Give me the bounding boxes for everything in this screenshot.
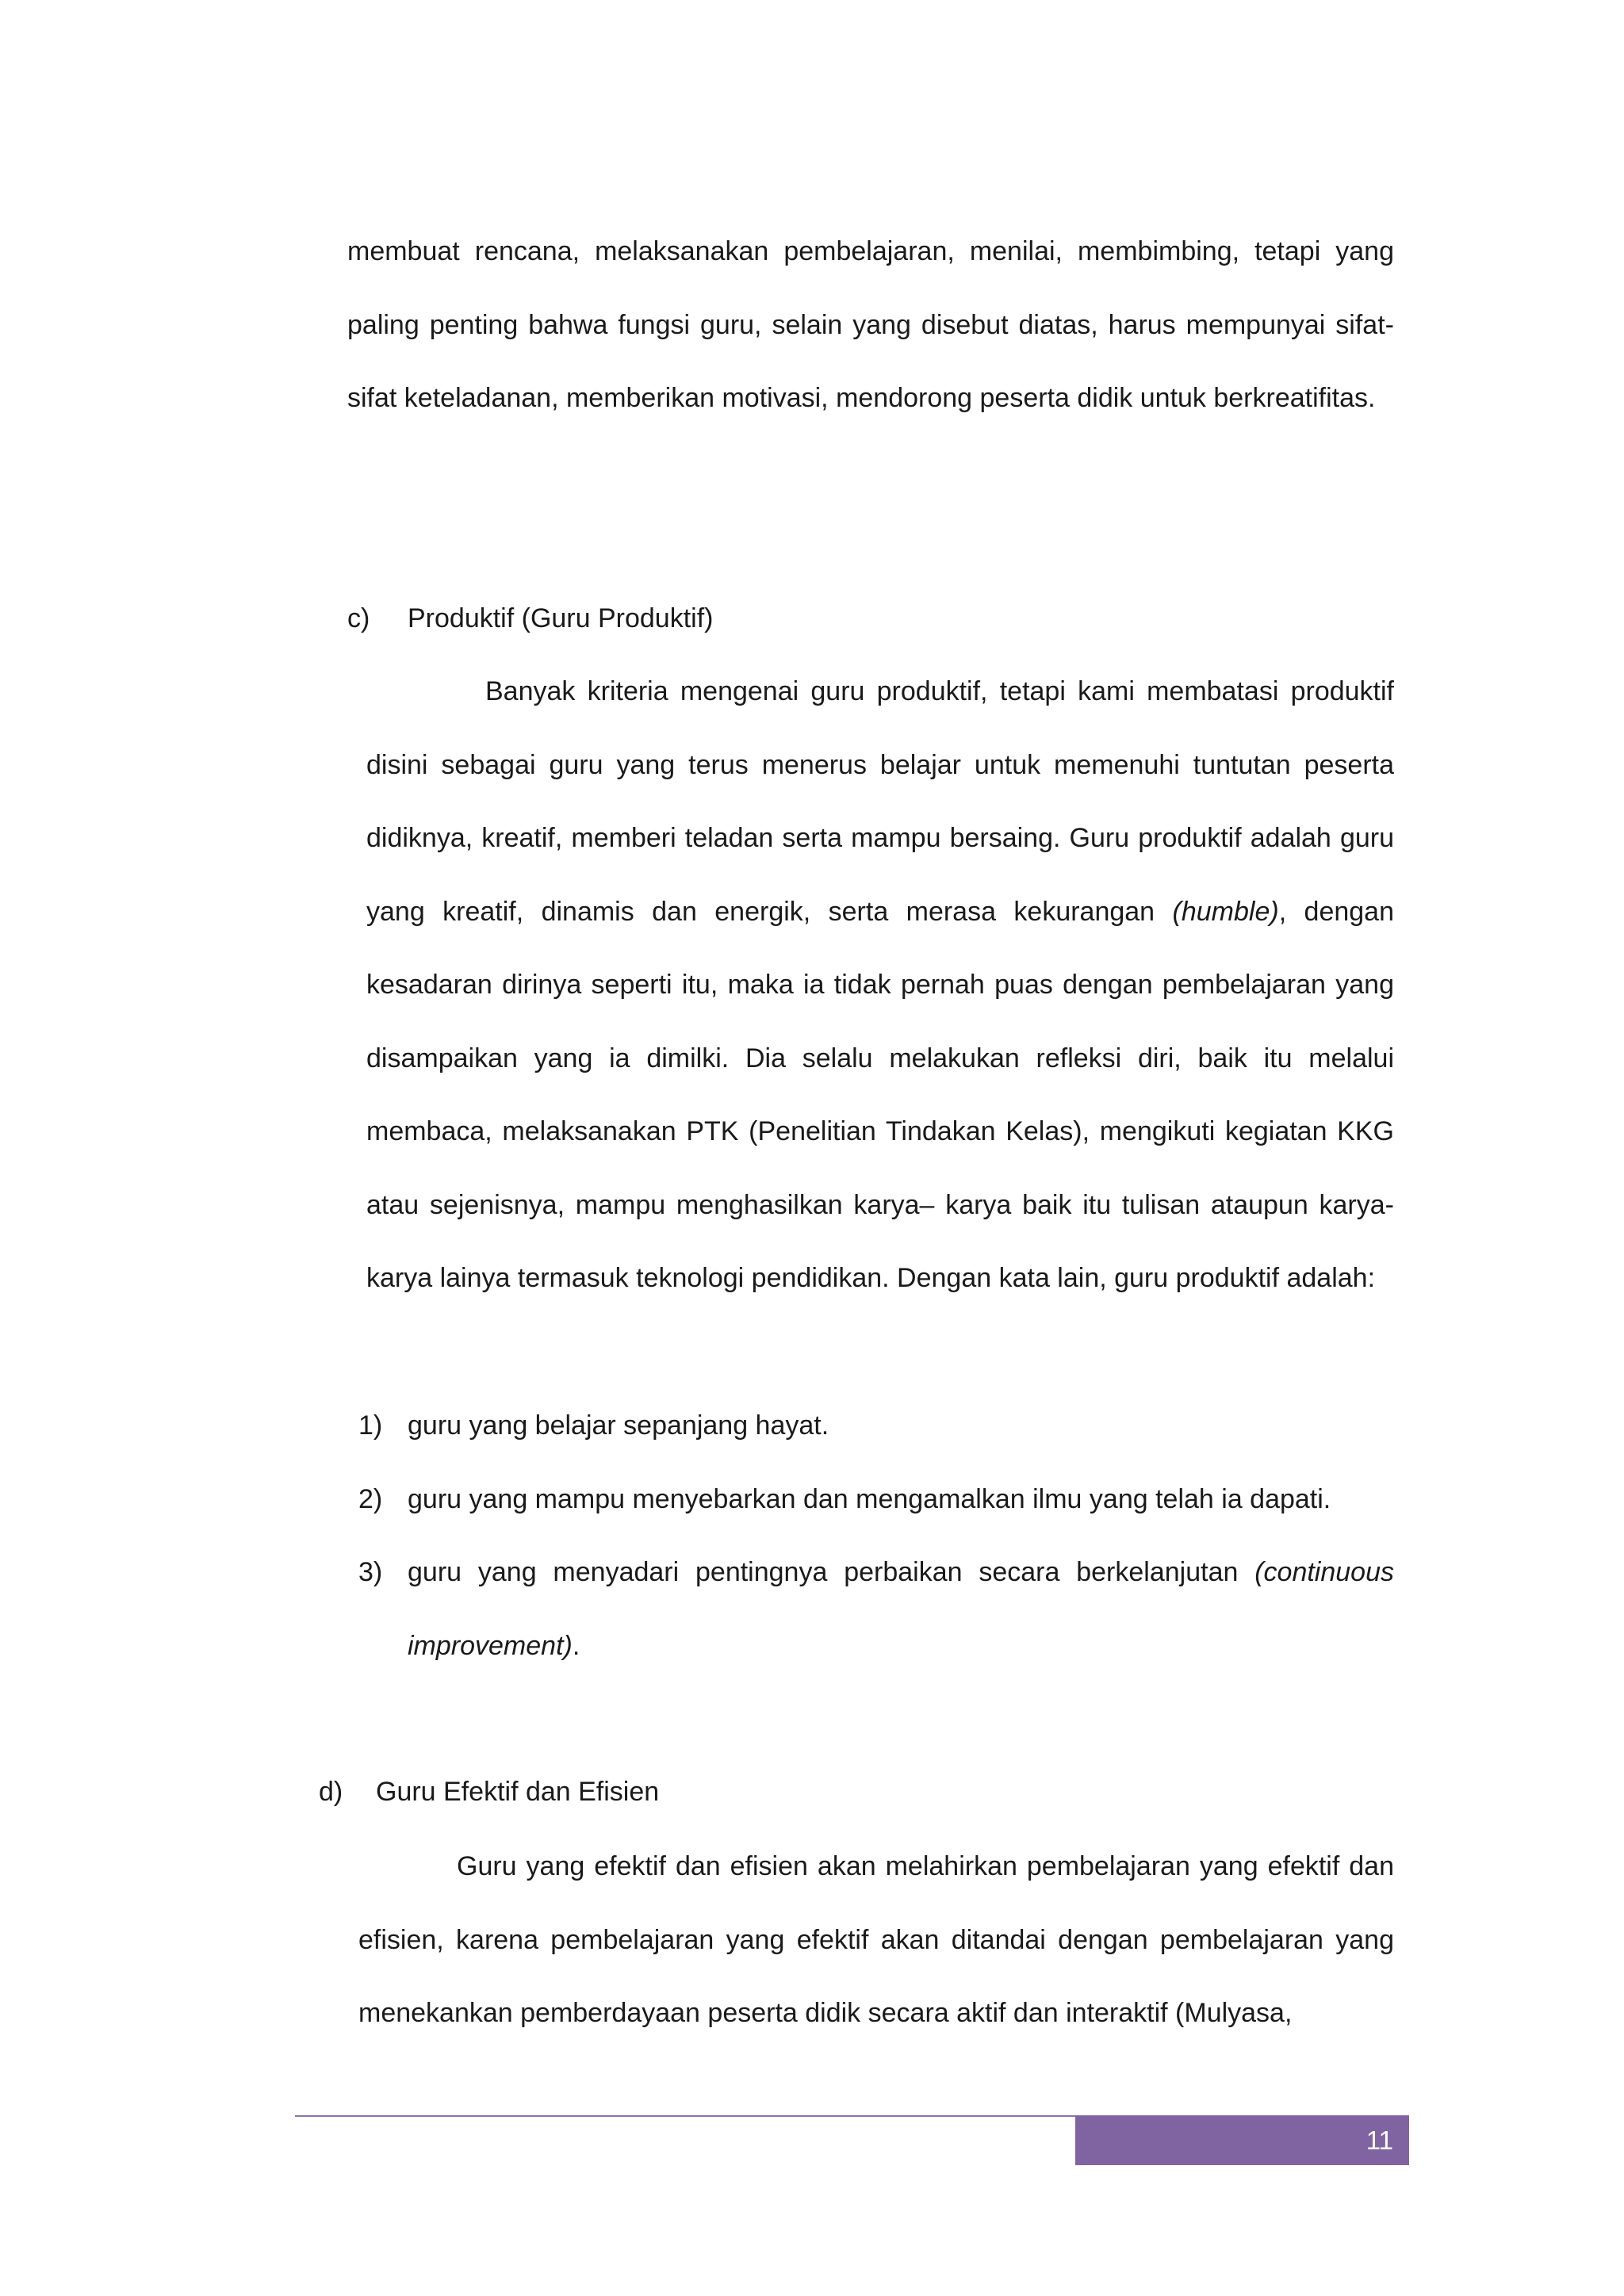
page-number: 11 — [1365, 2126, 1393, 2155]
list-item-text-end: . — [572, 1630, 580, 1661]
list-item-text: guru yang menyadari pentingnya perbaikan secara berkelanjutan — [408, 1557, 1255, 1587]
list-item-number: 2) — [358, 1483, 383, 1514]
numbered-list — [358, 1389, 1394, 1682]
list-item-text: guru yang mampu menyebarkan dan mengamalkan ilmu yang telah ia dapati. — [408, 1483, 1331, 1514]
para2-text-b: , dengan kesadaran dirinya seperti itu, maka ia tidak pernah puas dengan pembelajaran yang disampaikan yang ia dimilki. Dia selalu melakukan refleksi diri, baik itu melalui membaca, melaksanakan PTK (Penelitian Tindakan Kelas), mengikuti kegiatan KKG atau sejenisnya, mampu menghasilkan karya– karya baik itu tulisan ataupun karya-karya lainya termasuk teknologi pendidikan. Dengan kata lain, guru produktif adalah: — [366, 896, 1394, 1293]
para2-text-a: Banyak kriteria mengenai guru produktif, tetapi kami membatasi produktif disini sebagai guru yang terus menerus belajar untuk memenuhi tuntutan peserta didiknya, kreatif, memberi teladan serta mampu bersaing. Guru produktif adalah guru yang kreatif, dinamis dan energik, serta merasa kekurangan — [366, 676, 1394, 927]
para2-italic-humble: (humble) — [1172, 896, 1279, 927]
section-c-marker: c) — [347, 603, 370, 633]
list-item-number: 3) — [358, 1557, 383, 1587]
list-item-text: guru yang belajar sepanjang hayat. — [408, 1410, 829, 1441]
list-item — [358, 1389, 1394, 1463]
section-d-marker: d) — [319, 1777, 343, 1807]
section-d-title: Guru Efektif dan Efisien — [376, 1777, 660, 1807]
paragraph-continuation: membuat rencana, melaksanakan pembelajaran, menilai, membimbing, tetapi yang paling penting bahwa fungsi guru, selain yang disebut diatas, harus mempunyai sifat-sifat keteladanan, memberikan motivasi, mendorong peserta didik untuk berkreatifitas. — [347, 236, 1394, 413]
list-item-italic: (continuous improvement) — [408, 1557, 1394, 1661]
list-item — [358, 1463, 1394, 1536]
list-item-number: 1) — [358, 1410, 383, 1441]
paragraph-guru-produktif — [366, 655, 1394, 1315]
paragraph-guru-efektif: Guru yang efektif dan efisien akan melahirkan pembelajaran yang efektif dan efisien, karena pembelajaran yang efektif akan ditandai dengan pembelajaran yang menekankan pemberdayaan peserta didik secara aktif dan interaktif (Mulyasa, — [358, 1851, 1394, 2028]
page-number-box — [1075, 2116, 1409, 2165]
list-item — [358, 1536, 1394, 1682]
section-c-title: Produktif (Guru Produktif) — [408, 603, 714, 633]
